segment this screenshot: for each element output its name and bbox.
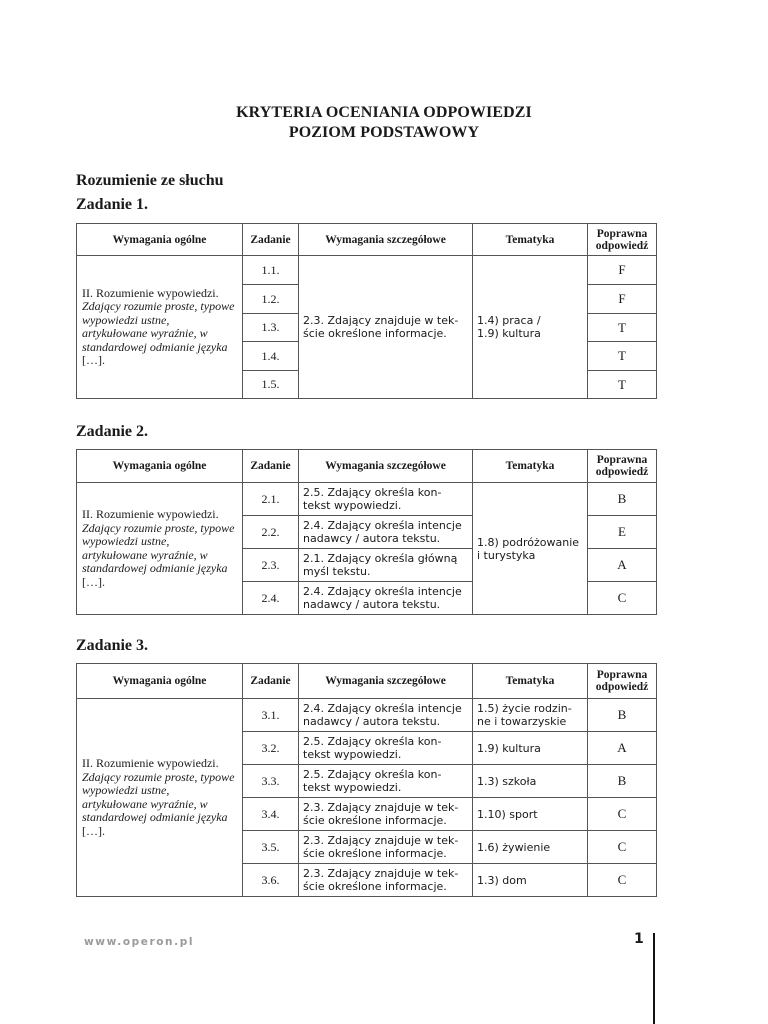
answer: E — [588, 516, 657, 549]
task-number: 3.6. — [243, 864, 299, 897]
header-task: Zadanie — [243, 664, 299, 699]
table-row — [77, 483, 657, 516]
answer: C — [588, 831, 657, 864]
topic: 1.5) życie rodzin- ne i towarzyskie — [473, 699, 588, 732]
topic: 1.6) żywienie — [473, 831, 588, 864]
task-table-1 — [76, 223, 657, 399]
topic: 1.9) kultura — [473, 732, 588, 765]
specific-requirement: 2.3. Zdający znajduje w tek- ście określone informacje. — [299, 864, 473, 897]
specific-requirement: 2.4. Zdający określa intencje nadawcy / autora tekstu. — [299, 699, 473, 732]
task-number: 1.2. — [243, 285, 299, 314]
task-table-3 — [76, 663, 657, 897]
title-line-1: KRYTERIA OCENIANIA ODPOWIEDZI — [236, 104, 532, 121]
table-header-row — [77, 450, 657, 483]
table-header-row — [77, 664, 657, 699]
table-row — [77, 699, 657, 732]
task-number: 1.5. — [243, 371, 299, 399]
header-task: Zadanie — [243, 450, 299, 483]
task-number: 1.1. — [243, 256, 299, 285]
document-title — [0, 103, 768, 143]
answer: C — [588, 864, 657, 897]
topic: 1.10) sport — [473, 798, 588, 831]
topic: 1.4) praca / 1.9) kultura — [473, 256, 588, 399]
task-number: 3.2. — [243, 732, 299, 765]
specific-requirement: 2.5. Zdający określa kon- tekst wypowiedzi. — [299, 765, 473, 798]
header-general: Wymagania ogólne — [77, 450, 243, 483]
task-number: 3.1. — [243, 699, 299, 732]
task-heading-3: Zadanie 3. — [76, 637, 149, 654]
task-heading-2: Zadanie 2. — [76, 423, 149, 440]
header-general: Wymagania ogólne — [77, 664, 243, 699]
answer: F — [588, 256, 657, 285]
header-specific: Wymagania szczegółowe — [299, 224, 473, 256]
answer: T — [588, 371, 657, 399]
topic: 1.3) dom — [473, 864, 588, 897]
specific-requirement: 2.4. Zdający określa intencje nadawcy / autora tekstu. — [299, 516, 473, 549]
header-general: Wymagania ogólne — [77, 224, 243, 256]
task-table-2 — [76, 449, 657, 615]
section-heading: Rozumienie ze słuchu — [76, 172, 224, 189]
header-answer: Poprawna odpowiedź — [588, 450, 657, 483]
table-row — [77, 256, 657, 285]
task-number: 3.3. — [243, 765, 299, 798]
header-topic: Tematyka — [473, 450, 588, 483]
answer: A — [588, 549, 657, 582]
header-task: Zadanie — [243, 224, 299, 256]
header-specific: Wymagania szczegółowe — [299, 450, 473, 483]
header-topic: Tematyka — [473, 224, 588, 256]
task-number: 2.1. — [243, 483, 299, 516]
task-number: 2.3. — [243, 549, 299, 582]
general-requirement: II. Rozumienie wypowiedzi. Zdający rozumie proste, typowe wypowiedzi ustne, artykułowane wyraźnie, w standardowej odmianie języka […]. — [77, 699, 243, 897]
specific-requirement: 2.5. Zdający określa kon- tekst wypowiedzi. — [299, 732, 473, 765]
title-line-2: POZIOM PODSTAWOWY — [288, 124, 480, 141]
answer: C — [588, 798, 657, 831]
answer: A — [588, 732, 657, 765]
specific-requirement: 2.1. Zdający określa główną myśl tekstu. — [299, 549, 473, 582]
topic: 1.3) szkoła — [473, 765, 588, 798]
header-answer: Poprawna odpowiedź — [588, 224, 657, 256]
task-number: 1.3. — [243, 314, 299, 342]
header-answer: Poprawna odpowiedź — [588, 664, 657, 699]
footer-url: www.operon.pl — [84, 936, 195, 948]
answer: C — [588, 582, 657, 615]
general-requirement: II. Rozumienie wypowiedzi. Zdający rozumie proste, typowe wypowiedzi ustne, artykułowane wyraźnie, w standardowej odmianie języka […]. — [77, 256, 243, 399]
specific-requirement: 2.3. Zdający znajduje w tek- ście określone informacje. — [299, 831, 473, 864]
answer: B — [588, 765, 657, 798]
task-number: 1.4. — [243, 342, 299, 371]
answer: T — [588, 314, 657, 342]
answer: B — [588, 483, 657, 516]
specific-requirement: 2.5. Zdający określa kon- tekst wypowiedzi. — [299, 483, 473, 516]
page-number: 1 — [634, 931, 644, 947]
header-topic: Tematyka — [473, 664, 588, 699]
task-heading-1: Zadanie 1. — [76, 196, 149, 213]
answer: B — [588, 699, 657, 732]
specific-requirement: 2.3. Zdający znajduje w tek- ście określone informacje. — [299, 256, 473, 399]
answer: F — [588, 285, 657, 314]
task-number: 2.2. — [243, 516, 299, 549]
answer: T — [588, 342, 657, 371]
general-requirement: II. Rozumienie wypowiedzi. Zdający rozumie proste, typowe wypowiedzi ustne, artykułowane wyraźnie, w standardowej odmianie języka […]. — [77, 483, 243, 615]
specific-requirement: 2.3. Zdający znajduje w tek- ście określone informacje. — [299, 798, 473, 831]
task-number: 3.5. — [243, 831, 299, 864]
task-number: 2.4. — [243, 582, 299, 615]
page-edge-rule — [653, 933, 655, 1024]
topic: 1.8) podróżowanie i turystyka — [473, 483, 588, 615]
table-header-row — [77, 224, 657, 256]
specific-requirement: 2.4. Zdający określa intencje nadawcy / autora tekstu. — [299, 582, 473, 615]
header-specific: Wymagania szczegółowe — [299, 664, 473, 699]
task-number: 3.4. — [243, 798, 299, 831]
